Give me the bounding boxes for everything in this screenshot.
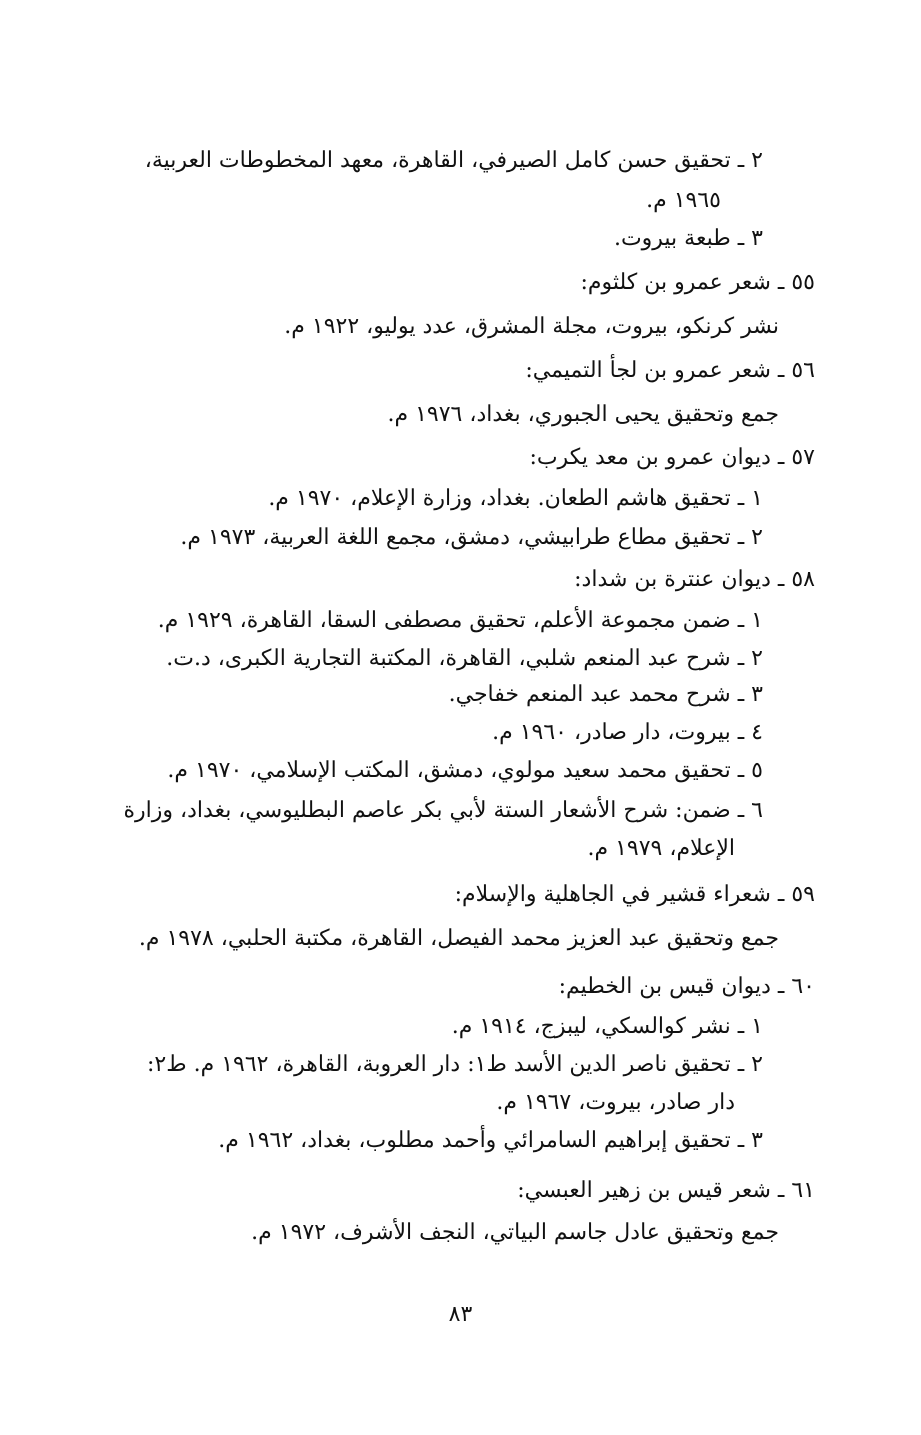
entry-59-line: جمع وتحقيق عبد العزيز محمد الفيصل، القاهرة، مكتبة الحلبي، ١٩٧٨ م. xyxy=(138,926,779,951)
entry-61-line: جمع وتحقيق عادل جاسم البياتي، النجف الأشرف، ١٩٧٢ م. xyxy=(251,1220,779,1245)
entry-54-item-3: ٣ ـ طبعة بيروت. xyxy=(613,226,763,251)
entry-58-item-4: ٤ ـ بيروت، دار صادر، ١٩٦٠ م. xyxy=(492,720,763,745)
entry-58-item-6-line-1: ٦ ـ ضمن: شرح الأشعار الستة لأبي بكر عاصم البطليوسي، بغداد، وزارة xyxy=(123,798,763,823)
entry-55-heading: ٥٥ ـ شعر عمرو بن كلثوم: xyxy=(580,270,815,295)
entry-60-item-3: ٣ ـ تحقيق إبراهيم السامرائي وأحمد مطلوب، بغداد، ١٩٦٢ م. xyxy=(218,1128,763,1153)
entry-58-item-5: ٥ ـ تحقيق محمد سعيد مولوي، دمشق، المكتب الإسلامي، ١٩٧٠ م. xyxy=(167,758,763,783)
page-number: ٨٣ xyxy=(448,1302,473,1327)
entry-54-item-2-line-2: ١٩٦٥ م. xyxy=(646,188,721,213)
entry-58-item-1: ١ ـ ضمن مجموعة الأعلم، تحقيق مصطفى السقا، القاهرة، ١٩٢٩ م. xyxy=(157,608,763,633)
entry-54-item-2-line-1: ٢ ـ تحقيق حسن كامل الصيرفي، القاهرة، معهد المخطوطات العربية، xyxy=(144,148,763,173)
entry-56-heading: ٥٦ ـ شعر عمرو بن لجأ التميمي: xyxy=(525,358,815,383)
entry-59-heading: ٥٩ ـ شعراء قشير في الجاهلية والإسلام: xyxy=(454,882,815,907)
entry-58-heading: ٥٨ ـ ديوان عنترة بن شداد: xyxy=(574,567,815,592)
entry-58-item-2: ٢ ـ شرح عبد المنعم شلبي، القاهرة، المكتبة التجارية الكبرى، د.ت. xyxy=(166,646,763,671)
entry-57-item-2: ٢ ـ تحقيق مطاع طرابيشي، دمشق، مجمع اللغة العربية، ١٩٧٣ م. xyxy=(180,525,763,550)
entry-60-item-2-line-2: دار صادر، بيروت، ١٩٦٧ م. xyxy=(496,1090,735,1115)
entry-55-line: نشر كرنكو، بيروت، مجلة المشرق، عدد يوليو، ١٩٢٢ م. xyxy=(284,314,779,339)
entry-58-item-3: ٣ ـ شرح محمد عبد المنعم خفاجي. xyxy=(448,682,763,707)
entry-60-heading: ٦٠ ـ ديوان قيس بن الخطيم: xyxy=(558,974,815,999)
entry-56-line: جمع وتحقيق يحيى الجبوري، بغداد، ١٩٧٦ م. xyxy=(387,402,779,427)
entry-60-item-1: ١ ـ نشر كوالسكي، ليبزج، ١٩١٤ م. xyxy=(451,1014,763,1039)
entry-57-heading: ٥٧ ـ ديوان عمرو بن معد يكرب: xyxy=(529,445,815,470)
entry-57-item-1: ١ ـ تحقيق هاشم الطعان. بغداد، وزارة الإعلام، ١٩٧٠ م. xyxy=(268,486,763,511)
entry-58-item-6-line-2: الإعلام، ١٩٧٩ م. xyxy=(587,836,735,861)
entry-60-item-2-line-1: ٢ ـ تحقيق ناصر الدين الأسد ط١: دار العروبة، القاهرة، ١٩٦٢ م. ط٢: xyxy=(147,1052,763,1077)
entry-61-heading: ٦١ ـ شعر قيس بن زهير العبسي: xyxy=(517,1178,815,1203)
